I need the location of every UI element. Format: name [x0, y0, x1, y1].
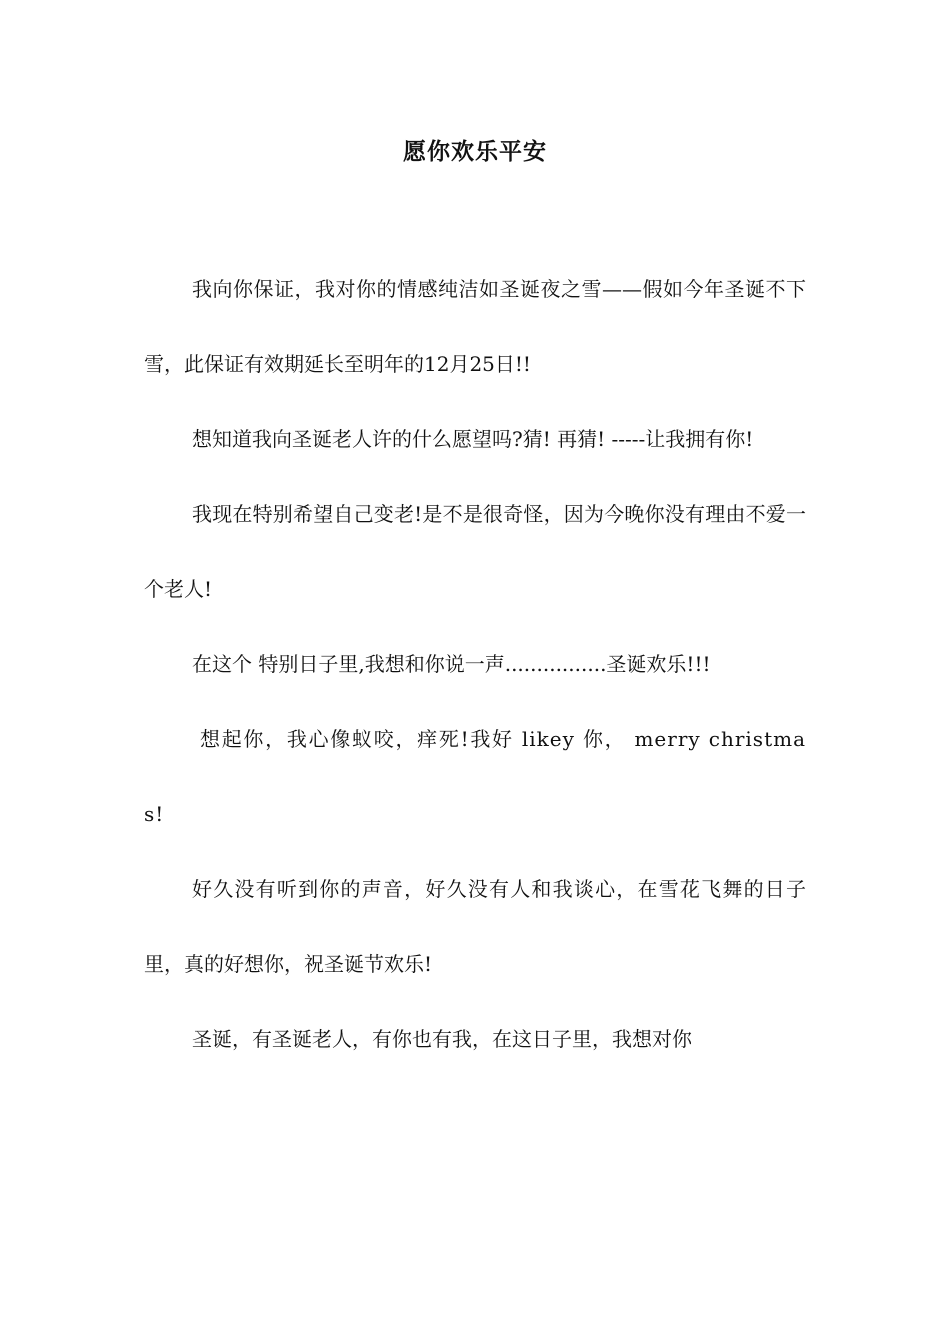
paragraph-7: 圣诞，有圣诞老人，有你也有我，在这日子里，我想对你 [192, 1027, 692, 1051]
paragraph-1: 我向你保证，我对你的情感纯洁如圣诞夜之雪——假如今年圣诞不下雪，此保证有效期延长至明年的12月25日!! [144, 277, 806, 376]
paragraph-2: 想知道我向圣诞老人许的什么愿望吗?猜! 再猜! -----让我拥有你! [192, 427, 754, 451]
paragraph-6: 好久没有听到你的声音，好久没有人和我谈心，在雪花飞舞的日子里，真的好想你，祝圣诞节欢乐! [144, 877, 806, 976]
paragraph-5: 想起你，我心像蚁咬，痒死!我好 likey 你， merry christmas! [144, 727, 806, 826]
paragraph-4: 在这个 特别日子里,我想和你说一声................圣诞欢乐!!! [192, 652, 711, 676]
document-body [144, 252, 806, 1077]
paragraph-3: 我现在特别希望自己变老!是不是很奇怪，因为今晚你没有理由不爱一个老人! [144, 502, 806, 601]
document-title: 愿你欢乐平安 [403, 138, 547, 165]
